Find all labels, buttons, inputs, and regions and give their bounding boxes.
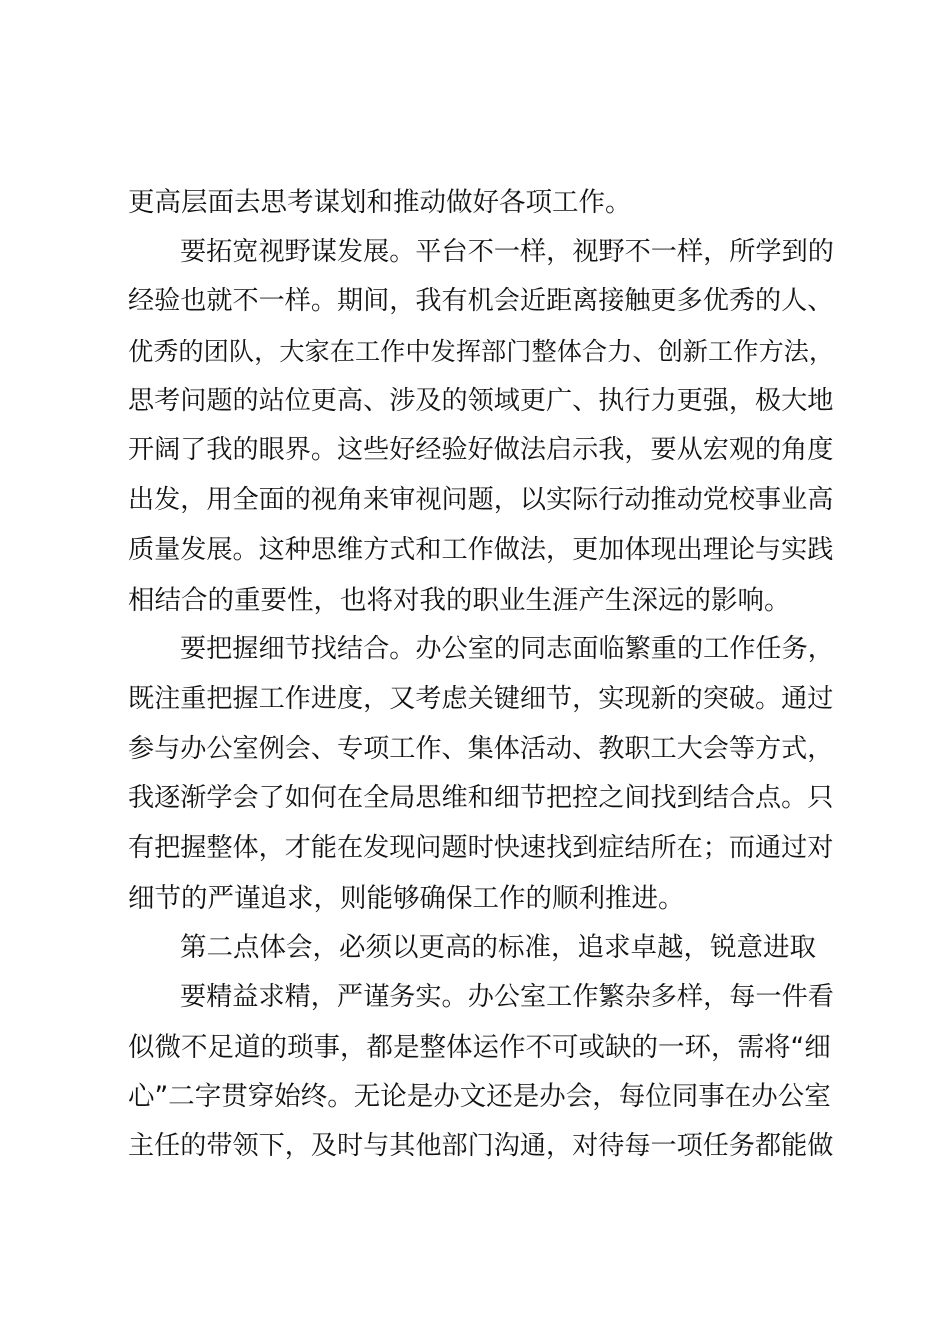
text-line: 出发，用全面的视角来审视问题，以实际行动推动党校事业高 [128,485,834,516]
text-line: 更高层面去思考谋划和推动做好各项工作。 [128,187,632,218]
text-line: 要把握细节找结合。办公室的同志面临繁重的工作任务， [180,634,834,665]
text-line: 要精益求精，严谨务实。办公室工作繁杂多样，每一件看 [180,982,834,1012]
text-line: 心”二字贯穿始终。无论是办文还是办会，每位同事在办公室 [128,1081,831,1113]
text-line: 有把握整体，才能在发现问题时快速找到症结所在；而通过对 [128,832,834,863]
text-line: 细节的严谨追求，则能够确保工作的顺利推进。 [128,882,685,914]
text-line: 思考问题的站位更高、涉及的领域更广、执行力更强，极大地 [128,385,834,416]
text-line: 质量发展。这种思维方式和工作做法，更加体现出理论与实践 [128,534,834,565]
text-line: 优秀的团队，大家在工作中发挥部门整体合力、创新工作方法， [128,337,835,367]
text-line: 要拓宽视野谋发展。平台不一样，视野不一样，所学到的 [180,236,834,267]
text-line: 相结合的重要性，也将对我的职业生涯产生深远的影响。 [128,584,791,616]
section-heading: 第二点体会，必须以更高的标准，追求卓越，锐意进取 [180,932,816,964]
text-line: 主任的带领下，及时与其他部门沟通，对待每一项任务都能做 [128,1131,834,1162]
text-line: 参与办公室例会、专项工作、集体活动、教职工大会等方式， [128,733,834,764]
text-line: 开阔了我的眼界。这些好经验好做法启示我，要从宏观的角度 [128,435,834,466]
text-line: 我逐渐学会了如何在全局思维和细节把控之间找到结合点。只 [128,783,834,814]
text-line: 既注重把握工作进度，又考虑关键细节，实现新的突破。通过 [128,683,834,714]
body-text [128,178,838,1172]
text-line: 似微不足道的琐事，都是整体运作不可或缺的一环，需将“细 [128,1031,831,1063]
text-line: 经验也就不一样。期间，我有机会近距离接触更多优秀的人、 [128,286,834,317]
